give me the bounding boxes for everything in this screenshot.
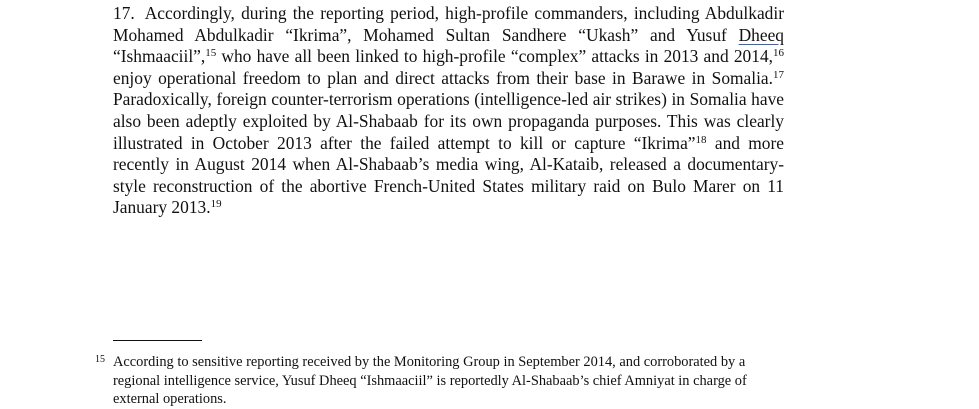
paragraph-17 bbox=[113, 3, 784, 219]
footnote-mark: 15 bbox=[95, 354, 105, 365]
paragraph-text-3: who have all been linked to high-profile “complex” attacks in 2013 and 2014, bbox=[221, 46, 773, 67]
footnote-ref-19[interactable]: 19 bbox=[210, 198, 222, 211]
paragraph-number: 17. bbox=[113, 3, 135, 23]
footnote-ref-18[interactable]: 18 bbox=[695, 133, 707, 146]
footnote-text: According to sensitive reporting received by the Monitoring Group in September 2014, and corroborated by a regional intelligence service, Yusuf Dheeq “Ishmaaciil” is reportedly Al-Shabaab’s chief Amniyat in charge of external operations. bbox=[113, 354, 747, 407]
paragraph-text-6: and more recently in August 2014 when Al-Shabaab’s media wing, Al-Kataib, released a documentary-style reconstruction of the abortive French-United States military raid on Bulo Marer on 11 January 2013. bbox=[113, 132, 784, 218]
footnote-separator bbox=[113, 340, 202, 341]
footnote-ref-17[interactable]: 17 bbox=[773, 68, 784, 81]
footnote-15 bbox=[95, 353, 775, 409]
paragraph-text-2: “Ishmaaciil”, bbox=[113, 46, 206, 67]
underlined-name-dheeq: Dheeq bbox=[738, 24, 784, 45]
paragraph-text-1: Accordingly, during the reporting period, high-profile commanders, including Abdulkadir Mohamed Abdulkadir “Ikrima”, Mohamed Sultan Sandhere “Ukash” and Yusuf bbox=[113, 3, 784, 45]
footnote-ref-15[interactable]: 15 bbox=[205, 47, 217, 60]
paragraph-text-4: enjoy operational freedom to plan and direct attacks from their base in Barawe in Somalia. bbox=[113, 67, 773, 88]
paragraph-text-5: Paradoxically, foreign counter-terrorism operations (intelligence-led air strikes) in Somalia have also been adeptly exploited by Al-Shabaab for its own propaganda purposes. This was clearly illustrated in October 2013 after the failed attempt to kill or capture “Ikrima” bbox=[113, 89, 784, 153]
footnote-ref-16[interactable]: 16 bbox=[773, 47, 784, 60]
